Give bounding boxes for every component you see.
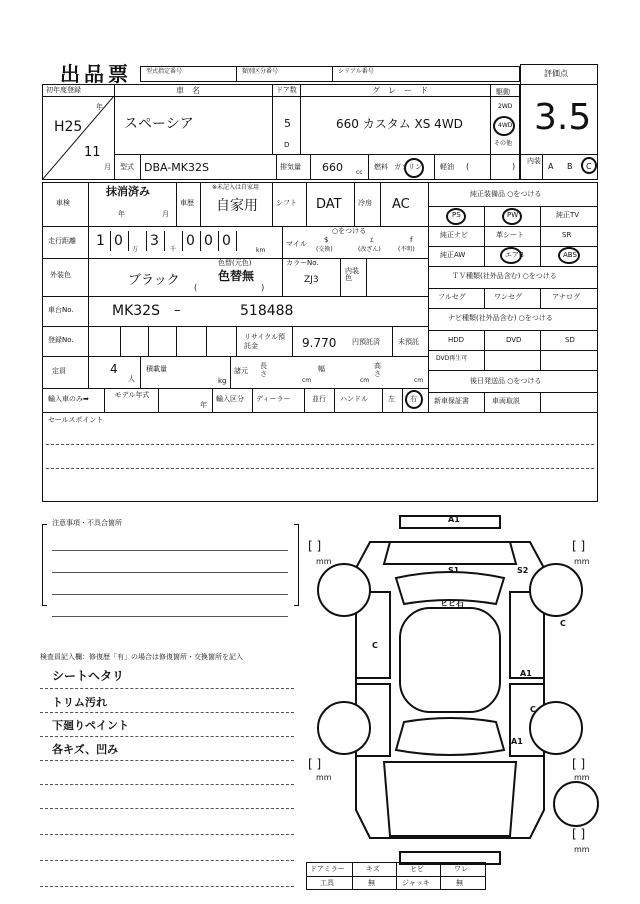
mark-s2: S2 xyxy=(517,566,529,575)
odometer-digits xyxy=(92,231,272,253)
interior-label: 内装 xyxy=(527,157,541,165)
drive-label: 駆動 xyxy=(496,88,510,96)
equip-pw: PW xyxy=(507,211,519,219)
form-title: 出品票 xyxy=(60,62,132,86)
model-label: 型式 xyxy=(120,163,134,171)
import-type-label: 輸入区分 xyxy=(216,395,244,403)
score-label: 評価点 xyxy=(544,69,568,78)
car-name-label: 車 名 xyxy=(176,86,200,95)
color-no: ZJ3 xyxy=(304,275,319,285)
car-damage-diagram xyxy=(300,508,600,872)
equip-navi: 純正ナビ xyxy=(440,231,468,239)
equip-tv: 純正TV xyxy=(556,211,580,219)
length-label: 長さ xyxy=(260,362,267,378)
inspection-value: 抹消済み xyxy=(106,185,150,198)
inspection-label: 車検 xyxy=(56,199,70,207)
navi-sd: SD xyxy=(565,336,575,344)
shift-value: DAT xyxy=(316,197,342,212)
navi-header: ナビ種類(社外品含む) ○をつける xyxy=(448,314,553,322)
month-suffix: 月 xyxy=(104,163,111,171)
mark-c-right-upper: C xyxy=(560,619,566,628)
mm-rear-left: mm xyxy=(316,773,332,782)
displacement-value: 660 xyxy=(322,161,343,174)
model-year-suffix: 年 xyxy=(200,401,207,409)
mileage-opt2-label: (改ざん) xyxy=(358,246,381,253)
capacity-value: 4 xyxy=(110,362,118,376)
shift-label: シフト xyxy=(276,199,297,207)
equip-sr: SR xyxy=(562,231,572,239)
equip-abs: ABS xyxy=(563,251,577,259)
doors-value: 5 xyxy=(284,117,291,130)
odo-digit-2: 0 xyxy=(114,233,123,249)
mileage-maru-note: ○をつける xyxy=(332,227,367,235)
mileage-opt1-label: (交換) xyxy=(316,246,333,253)
tools-kizu: キズ xyxy=(366,865,380,873)
tools-ware: ワレ xyxy=(454,865,468,873)
chassis-label: 車台No. xyxy=(48,306,74,314)
odo-man: 万 xyxy=(132,246,139,253)
capacity-label: 定員 xyxy=(52,367,66,375)
tv-oneseg: ワンセグ xyxy=(494,293,522,301)
serial-label: シリアル番号 xyxy=(338,68,374,75)
history-value: 自家用 xyxy=(216,198,258,214)
drive-4wd: 4WD xyxy=(498,122,513,129)
drive-2wd: 2WD xyxy=(498,103,513,110)
mark-hibi-ishi: ヒビ石 xyxy=(440,599,464,608)
first-reg-year: H25 xyxy=(54,119,83,135)
chassis-prefix: MK32S xyxy=(112,303,160,319)
note-line-2: トリム汚れ xyxy=(52,696,107,709)
note-line-4: 各キズ、凹み xyxy=(52,743,119,756)
tools-tool-value: 無 xyxy=(368,879,375,887)
mark-c-right-lower: C xyxy=(530,705,536,714)
recycle-unpaid: 未預託 xyxy=(398,338,419,346)
inspection-month-suffix: 月 xyxy=(162,210,169,218)
navi-hdd: HDD xyxy=(448,336,465,344)
height-label: 高さ xyxy=(374,362,381,378)
recycle-label: リサイクル預託金 xyxy=(244,333,286,350)
import-parallel: 並行 xyxy=(312,395,326,403)
odo-digit-5: 0 xyxy=(204,233,213,249)
doors-label: ドア数 xyxy=(276,86,297,94)
mark-c-left: C xyxy=(372,641,378,650)
fuel-label: 燃料 xyxy=(374,163,388,171)
later-manual: 車両取説 xyxy=(492,397,520,405)
interior-color-label: 内装色 xyxy=(345,267,359,282)
drive-other: その他 xyxy=(494,140,513,147)
later-warranty: 新車保証書 xyxy=(434,397,469,405)
width-unit: cm xyxy=(360,377,370,384)
load-label: 積載量 xyxy=(146,365,167,373)
mileage-opt3-mark: f xyxy=(410,236,413,244)
repaint-paren: ( ) xyxy=(194,283,265,292)
notes-bracket-left xyxy=(42,524,47,606)
mileage-label: 走行距離 xyxy=(48,237,76,245)
displacement-label: 排気量 xyxy=(280,163,301,171)
dims-label: 諸元 xyxy=(234,367,248,375)
note-line-1: シートヘタリ xyxy=(52,669,125,683)
width-label: 幅 xyxy=(318,365,325,373)
tv-fullseg: フルセグ xyxy=(438,293,466,301)
equip-leather: 革シート xyxy=(496,231,524,239)
first-reg-month: 11 xyxy=(84,145,101,160)
first-reg-label: 初年度登録 xyxy=(46,86,81,94)
equip-aw: 純正AW xyxy=(440,251,466,259)
handle-label: ハンドル xyxy=(340,395,368,403)
grade-label: グ レ ー ド xyxy=(372,86,428,95)
handle-right-circle xyxy=(405,390,423,409)
ruibetsu-label: 類別区分番号 xyxy=(242,68,279,75)
mark-a1-front: A1 xyxy=(448,515,460,524)
import-dealer: ディーラー xyxy=(256,395,291,403)
equip-abs-circle xyxy=(558,247,580,264)
navi-dvd-play: DVD再生可 xyxy=(436,355,468,362)
odo-digit-6: 0 xyxy=(222,233,231,249)
exterior-label: 外装色 xyxy=(50,271,71,279)
mile-label: マイル xyxy=(286,240,307,248)
equipment-header: 純正装備品 ○をつける xyxy=(470,190,542,198)
inspector-label: 検査員記入欄：修復歴「有」の場合は修復箇所・交換箇所を記入 xyxy=(40,653,243,661)
equip-airbag: エアB xyxy=(505,251,524,259)
drive-4wd-circle xyxy=(493,116,515,136)
tools-jack-value: 無 xyxy=(456,879,463,887)
interior-c: C xyxy=(586,162,592,171)
interior-b: B xyxy=(567,162,573,171)
height-unit: cm xyxy=(414,377,424,384)
notes-bracket-right xyxy=(294,524,299,606)
equip-ps: PS xyxy=(452,211,461,219)
odo-sen: 千 xyxy=(170,246,177,253)
chassis-number: 518488 xyxy=(240,303,294,319)
tv-analog: アナログ xyxy=(552,293,580,301)
recycle-paid: 円預託済 xyxy=(352,338,380,346)
tools-tool: 工具 xyxy=(320,879,334,887)
mark-s1: S1 xyxy=(448,566,460,575)
history-label: 車歴 xyxy=(180,199,194,207)
tools-hibi: ヒビ xyxy=(410,865,424,873)
mm-front-right: mm xyxy=(574,557,590,566)
tools-jack: ジャッキ xyxy=(402,879,430,887)
katashiki-label: 型式指定番号 xyxy=(146,68,183,75)
exterior-color: ブラック xyxy=(128,273,180,288)
later-header: 後日発送品 ○をつける xyxy=(470,377,542,385)
interior-a: A xyxy=(548,162,554,171)
notes-label: 注意事項・不具合箇所 xyxy=(52,519,122,527)
doors-suffix: D xyxy=(284,141,290,149)
capacity-unit: 人 xyxy=(128,375,135,383)
odo-digit-1: 1 xyxy=(96,233,105,249)
length-unit: cm xyxy=(302,377,312,384)
odo-digit-3: 3 xyxy=(150,233,159,249)
mark-a1-right: A1 xyxy=(520,669,532,678)
header-numbers-box xyxy=(140,66,520,82)
displacement-unit: cc xyxy=(356,169,363,176)
mileage-opt1-mark: $ xyxy=(324,236,329,244)
history-note: ※未記入は自家用 xyxy=(212,184,260,191)
mileage-opt2-mark: ｴ xyxy=(370,236,374,244)
equip-airbag-circle xyxy=(500,247,522,264)
navi-dvd: DVD xyxy=(506,336,522,344)
note-line-3: 下廻りペイント xyxy=(52,719,129,732)
fuel-light: 軽油 xyxy=(440,163,454,171)
grade-value: 660 カスタム XS 4WD xyxy=(336,117,463,131)
repaint-value: 色替無 xyxy=(218,269,255,283)
odo-unit: km xyxy=(256,247,266,254)
equip-pw-circle xyxy=(502,208,522,225)
handle-left: 左 xyxy=(388,395,395,403)
inspection-year-suffix: 年 xyxy=(118,210,125,218)
score-value: 3.5 xyxy=(534,97,592,138)
mm-spare: mm xyxy=(574,845,590,854)
mm-front-left: mm xyxy=(316,557,332,566)
fuel-circle xyxy=(404,158,424,178)
year-suffix: 年 xyxy=(96,103,103,111)
odo-digit-4: 0 xyxy=(186,233,195,249)
fuel-gasoline: ガソリン xyxy=(394,163,422,171)
chassis-dash: – xyxy=(174,303,181,318)
interior-c-circle xyxy=(581,157,597,174)
sales-points-label: セールスポイント xyxy=(48,416,104,424)
model-year-label: モデル年式 xyxy=(114,391,150,399)
mm-rear-right: mm xyxy=(574,773,590,782)
import-label: 輸入車のみ➡ xyxy=(48,395,89,403)
tools-mirror: ドアミラー xyxy=(310,865,345,873)
repaint-label: 色替(元色) xyxy=(218,259,252,267)
handle-right: 右 xyxy=(410,395,417,403)
ac-value: AC xyxy=(392,197,410,212)
recycle-value: 9.770 xyxy=(302,336,337,350)
ac-label: 冷房 xyxy=(358,199,372,207)
load-unit: kg xyxy=(218,377,227,385)
equip-ps-circle xyxy=(446,208,466,225)
mark-a1-rear: A1 xyxy=(511,737,523,746)
model-value: DBA-MK32S xyxy=(144,161,209,174)
registration-label: 登録No. xyxy=(48,336,74,344)
car-name: スペーシア xyxy=(124,116,194,132)
mileage-opt3-label: (不明) xyxy=(398,246,415,253)
color-no-label: カラーNo. xyxy=(286,259,319,267)
tv-header: ＴＶ種類(社外品含む) ○をつける xyxy=(452,272,557,280)
